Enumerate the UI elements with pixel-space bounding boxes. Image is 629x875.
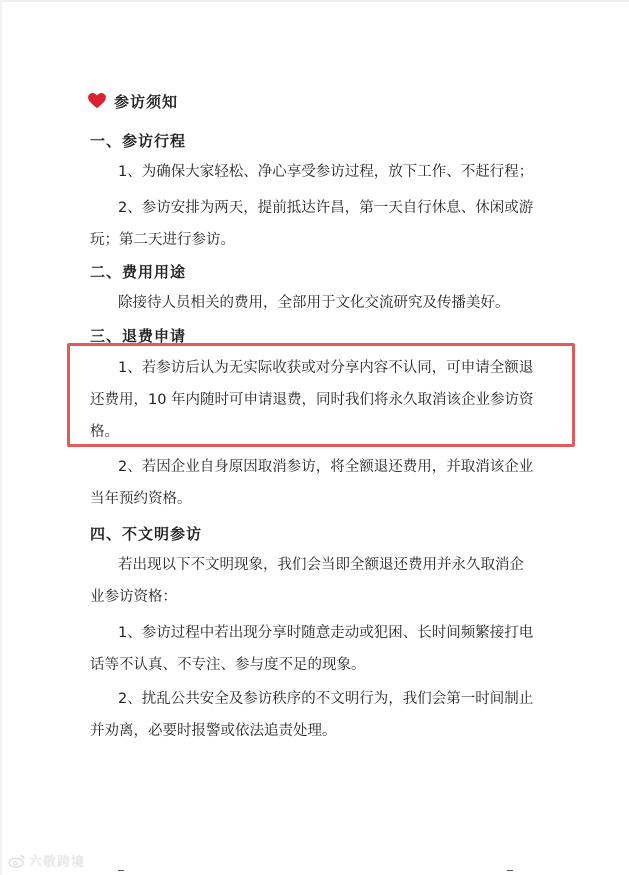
paragraph — [90, 192, 560, 256]
watermark-text: 六敬跨境 — [29, 855, 86, 870]
paragraph — [90, 617, 560, 681]
weibo-icon — [8, 854, 26, 868]
paragraph — [90, 156, 560, 188]
footer-mark — [507, 870, 513, 871]
footer-mark — [118, 870, 124, 871]
highlight-box — [67, 343, 575, 447]
paragraph-line: 2、若因企业自身原因取消参访，将全额退还费用，并取消该企业 — [118, 459, 534, 475]
paragraph-line: 除接待人员相关的费用，全部用于文化交流研究及传播美好。 — [118, 295, 510, 311]
paragraph-line: 1、参访过程中若出现分享时随意走动或犯困、长时间频繁接打电 — [118, 625, 534, 641]
paragraph-line: 业参访资格： — [90, 589, 177, 605]
paragraph — [90, 549, 560, 613]
page-top-edge — [0, 0, 629, 2]
paragraph-line: 话等不认真、不专注、参与度不足的现象。 — [90, 657, 366, 673]
paragraph-line: 1、为确保大家轻松、净心享受参访过程，放下工作、不赶行程； — [118, 164, 534, 180]
paragraph-line: 并劝离，必要时报警或依法追责处理。 — [90, 723, 337, 739]
paragraph-line: 2、参访安排为两天，提前抵达许昌，第一天自行休息、休闲或游 — [118, 200, 534, 216]
watermark — [8, 851, 85, 870]
paragraph — [90, 287, 560, 319]
paragraph-line: 当年预约资格。 — [90, 491, 192, 507]
section-heading: 二、费用用途 — [90, 263, 187, 281]
paragraph — [90, 451, 560, 515]
section-heading: 四、不文明参访 — [90, 525, 203, 543]
section-heading: 一、参访行程 — [90, 132, 187, 150]
paragraph-line: 若出现以下不文明现象，我们会当即全额退还费用并永久取消企 — [118, 557, 524, 573]
heart-icon — [88, 93, 106, 109]
paragraph — [90, 683, 560, 747]
document-title — [88, 90, 178, 112]
paragraph-line: 玩；第二天进行参访。 — [90, 232, 235, 248]
document-title-text: 参访须知 — [114, 92, 179, 111]
paragraph-line: 还费用，10 年内随时可申请退费，同时我们将永久取消该企业参访资 — [90, 392, 534, 408]
paragraph-line: 1、若参访后认为无实际收获或对分享内容不认同，可申请全额退 — [118, 360, 534, 376]
paragraph-line: 格。 — [90, 424, 119, 440]
page-left-edge — [0, 0, 2, 875]
paragraph-line: 2、扰乱公共安全及参访秩序的不文明行为，我们会第一时间制止 — [118, 691, 534, 707]
section-heading: 三、退费申请 — [90, 327, 187, 345]
